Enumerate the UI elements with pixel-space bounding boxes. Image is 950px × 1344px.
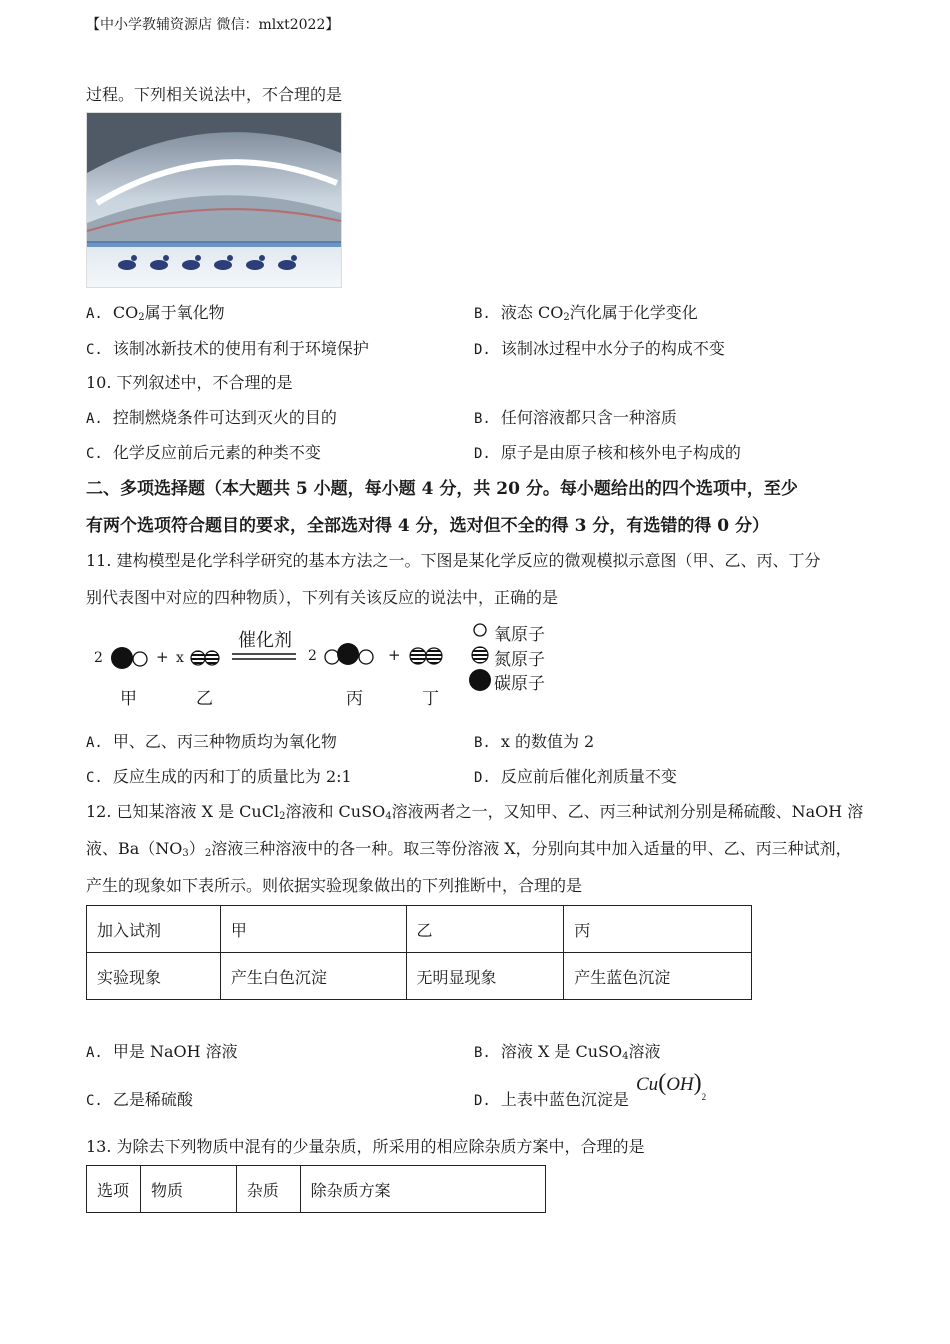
- table-cell: 物质: [140, 1166, 236, 1213]
- table-cell: 实验现象: [87, 953, 221, 1000]
- q11-stem-line1: 11. 建构模型是化学科学研究的基本方法之一。下图是某化学反应的微观模拟示意图（甲、乙、丙、丁分: [86, 551, 821, 570]
- section2-heading-line1: 二、多项选择题（本大题共 5 小题，每小题 4 分，共 20 分。每小题给出的四个选项中，至少: [86, 479, 798, 499]
- legend-nitrogen: 氮原子: [494, 650, 545, 670]
- q12-option-a: A. 甲是 NaOH 溶液: [86, 1042, 238, 1061]
- table-cell: 产生白色沉淀: [220, 953, 406, 1000]
- copper-hydroxide-formula: $Cu(OH)_2$: [636, 1070, 707, 1102]
- table-cell: 无明显现象: [406, 953, 564, 1000]
- legend-oxygen: 氧原子: [494, 625, 545, 645]
- q11-stem-line2: 别代表图中对应的四种物质），下列有关该反应的说法中，正确的是: [86, 588, 559, 607]
- q11-option-c: C. 反应生成的丙和丁的质量比为 2:1: [86, 767, 352, 786]
- label-bing: 丙: [346, 689, 363, 709]
- q12-option-b: B. 溶液 X 是 CuSO$_4$溶液: [474, 1042, 661, 1062]
- plus-sign-2: +: [388, 646, 401, 664]
- q10-option-d: D. 原子是由原子核和核外电子构成的: [474, 443, 741, 462]
- table-row: [87, 953, 752, 1000]
- molecule-jia-icon: [111, 647, 147, 669]
- table-cell: 杂质: [236, 1166, 300, 1213]
- q13-options-table: [86, 1165, 546, 1213]
- q10-option-a: A. 控制燃烧条件可达到灭火的目的: [86, 408, 337, 427]
- q12-results-table: [86, 905, 752, 1000]
- label-yi: 乙: [196, 689, 213, 709]
- q10-option-b: B. 任何溶液都只含一种溶质: [474, 408, 677, 427]
- molecule-ding-icon: [410, 648, 442, 664]
- q9-option-d: D. 该制冰过程中水分子的构成不变: [474, 339, 725, 358]
- page-header: 【中小学教辅资源店 微信：mlxt2022】: [86, 17, 340, 33]
- q12-option-c: C. 乙是稀硫酸: [86, 1090, 193, 1109]
- q9-stem-tail: 过程。下列相关说法中，不合理的是: [86, 85, 343, 104]
- table-cell: 乙: [406, 906, 564, 953]
- q12-option-d: D. 上表中蓝色沉淀是: [474, 1090, 629, 1109]
- table-cell: 除杂质方案: [300, 1166, 545, 1213]
- carbon-legend-icon: [469, 669, 491, 691]
- q12-stem-line1: 12. 已知某溶液 X 是 CuCl$_2$溶液和 CuSO$_4$溶液两者之一，又知甲、乙、丙三种试剂分别是稀硫酸、NaOH 溶: [86, 802, 864, 822]
- plus-sign-1: +: [156, 648, 169, 666]
- speed-skating-photo: [86, 112, 342, 288]
- table-cell: 丙: [564, 906, 752, 953]
- q12-stem-line2: 液、$Ba(NO_3)_2$溶液三种溶液中的各一种。取三等份溶液 X，分别向其中加入适量的甲、乙、丙三种试剂，: [86, 839, 852, 859]
- q11-option-d: D. 反应前后催化剂质量不变: [474, 767, 677, 786]
- coef-bing: 2: [308, 648, 317, 664]
- q12-stem-line3: 产生的现象如下表所示。则依据实验现象做出的下列推断中，合理的是: [86, 876, 583, 895]
- section2-heading-line2: 有两个选项符合题目的要求，全部选对得 4 分，选对但不全的得 3 分，有选错的得 0 分）: [86, 516, 769, 536]
- table-cell: 选项: [87, 1166, 141, 1213]
- q10-option-c: C. 化学反应前后元素的种类不变: [86, 443, 321, 462]
- q10-stem: 10. 下列叙述中，不合理的是: [86, 373, 293, 392]
- legend-carbon: 碳原子: [494, 674, 545, 694]
- nitrogen-legend-icon: [472, 647, 488, 663]
- coef-yi: x: [176, 650, 184, 666]
- label-jia: 甲: [120, 689, 137, 709]
- table-cell: 甲: [220, 906, 406, 953]
- reaction-diagram: [86, 618, 586, 708]
- table-row: [87, 906, 752, 953]
- q9-option-c: C. 该制冰新技术的使用有利于环境保护: [86, 339, 369, 358]
- table-row: [87, 1166, 546, 1213]
- label-ding: 丁: [422, 689, 439, 709]
- q13-stem: 13. 为除去下列物质中混有的少量杂质，所采用的相应除杂质方案中，合理的是: [86, 1137, 645, 1156]
- molecule-bing-icon: [325, 643, 373, 665]
- molecule-yi-icon: [191, 651, 219, 665]
- q11-option-b: B. x 的数值为 2: [474, 732, 595, 751]
- oxygen-legend-icon: [474, 624, 486, 636]
- q9-option-a: A. $CO_2$属于氧化物: [86, 303, 225, 323]
- q9-option-b: B. 液态 $CO_2$汽化属于化学变化: [474, 303, 698, 323]
- table-cell: 加入试剂: [87, 906, 221, 953]
- catalyst-label: 催化剂: [238, 630, 292, 651]
- q11-option-a: A. 甲、乙、丙三种物质均为氧化物: [86, 732, 337, 751]
- coef-jia: 2: [94, 650, 103, 666]
- table-cell: 产生蓝色沉淀: [564, 953, 752, 1000]
